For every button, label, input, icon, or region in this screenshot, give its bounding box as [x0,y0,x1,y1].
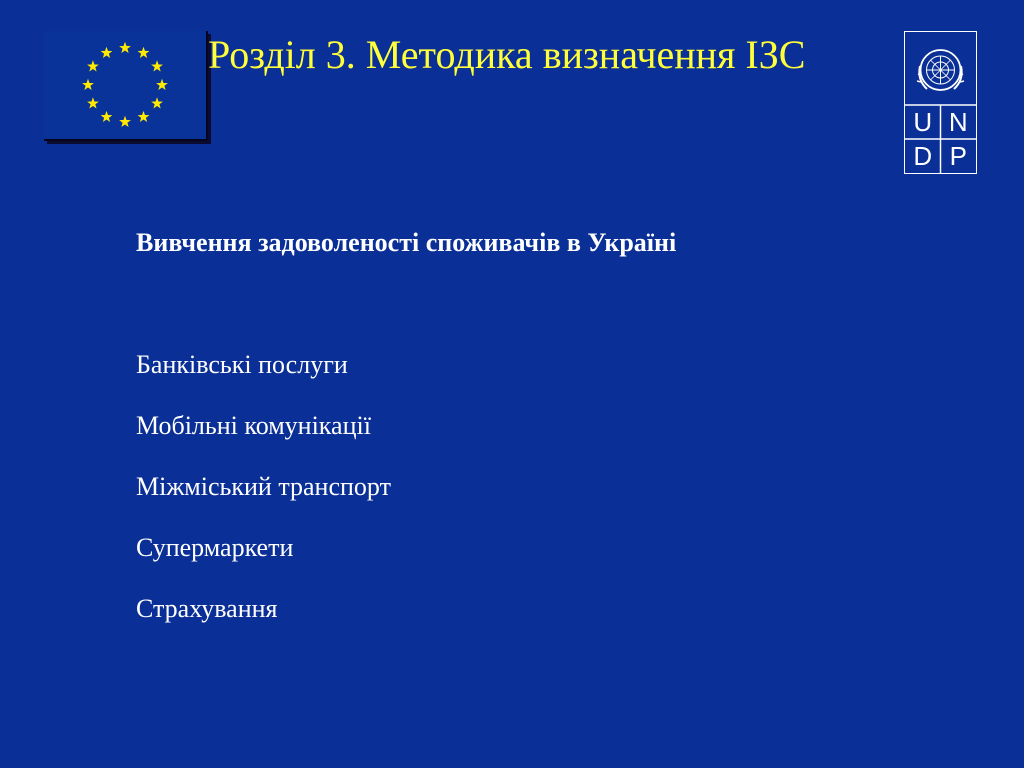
list-item: Страхування [136,594,278,623]
list-item: Банківські послуги [136,350,348,379]
list-item: Мобільні комунікації [136,411,371,440]
undp-letter: D [913,141,933,171]
undp-letter: N [948,107,968,137]
slide-title: Розділ 3. Методика визначення ІЗС [208,32,806,77]
list-item: Супермаркети [136,533,294,562]
un-emblem-icon [917,50,964,90]
list-item: Міжміський транспорт [136,472,391,501]
undp-logo-icon [904,31,977,174]
slide-subtitle: Вивчення задоволеності споживачів в Україні [136,228,677,257]
undp-letter: U [913,107,933,137]
undp-letter: P [949,141,967,171]
eu-flag-icon [44,31,208,141]
topic-list [136,340,736,645]
